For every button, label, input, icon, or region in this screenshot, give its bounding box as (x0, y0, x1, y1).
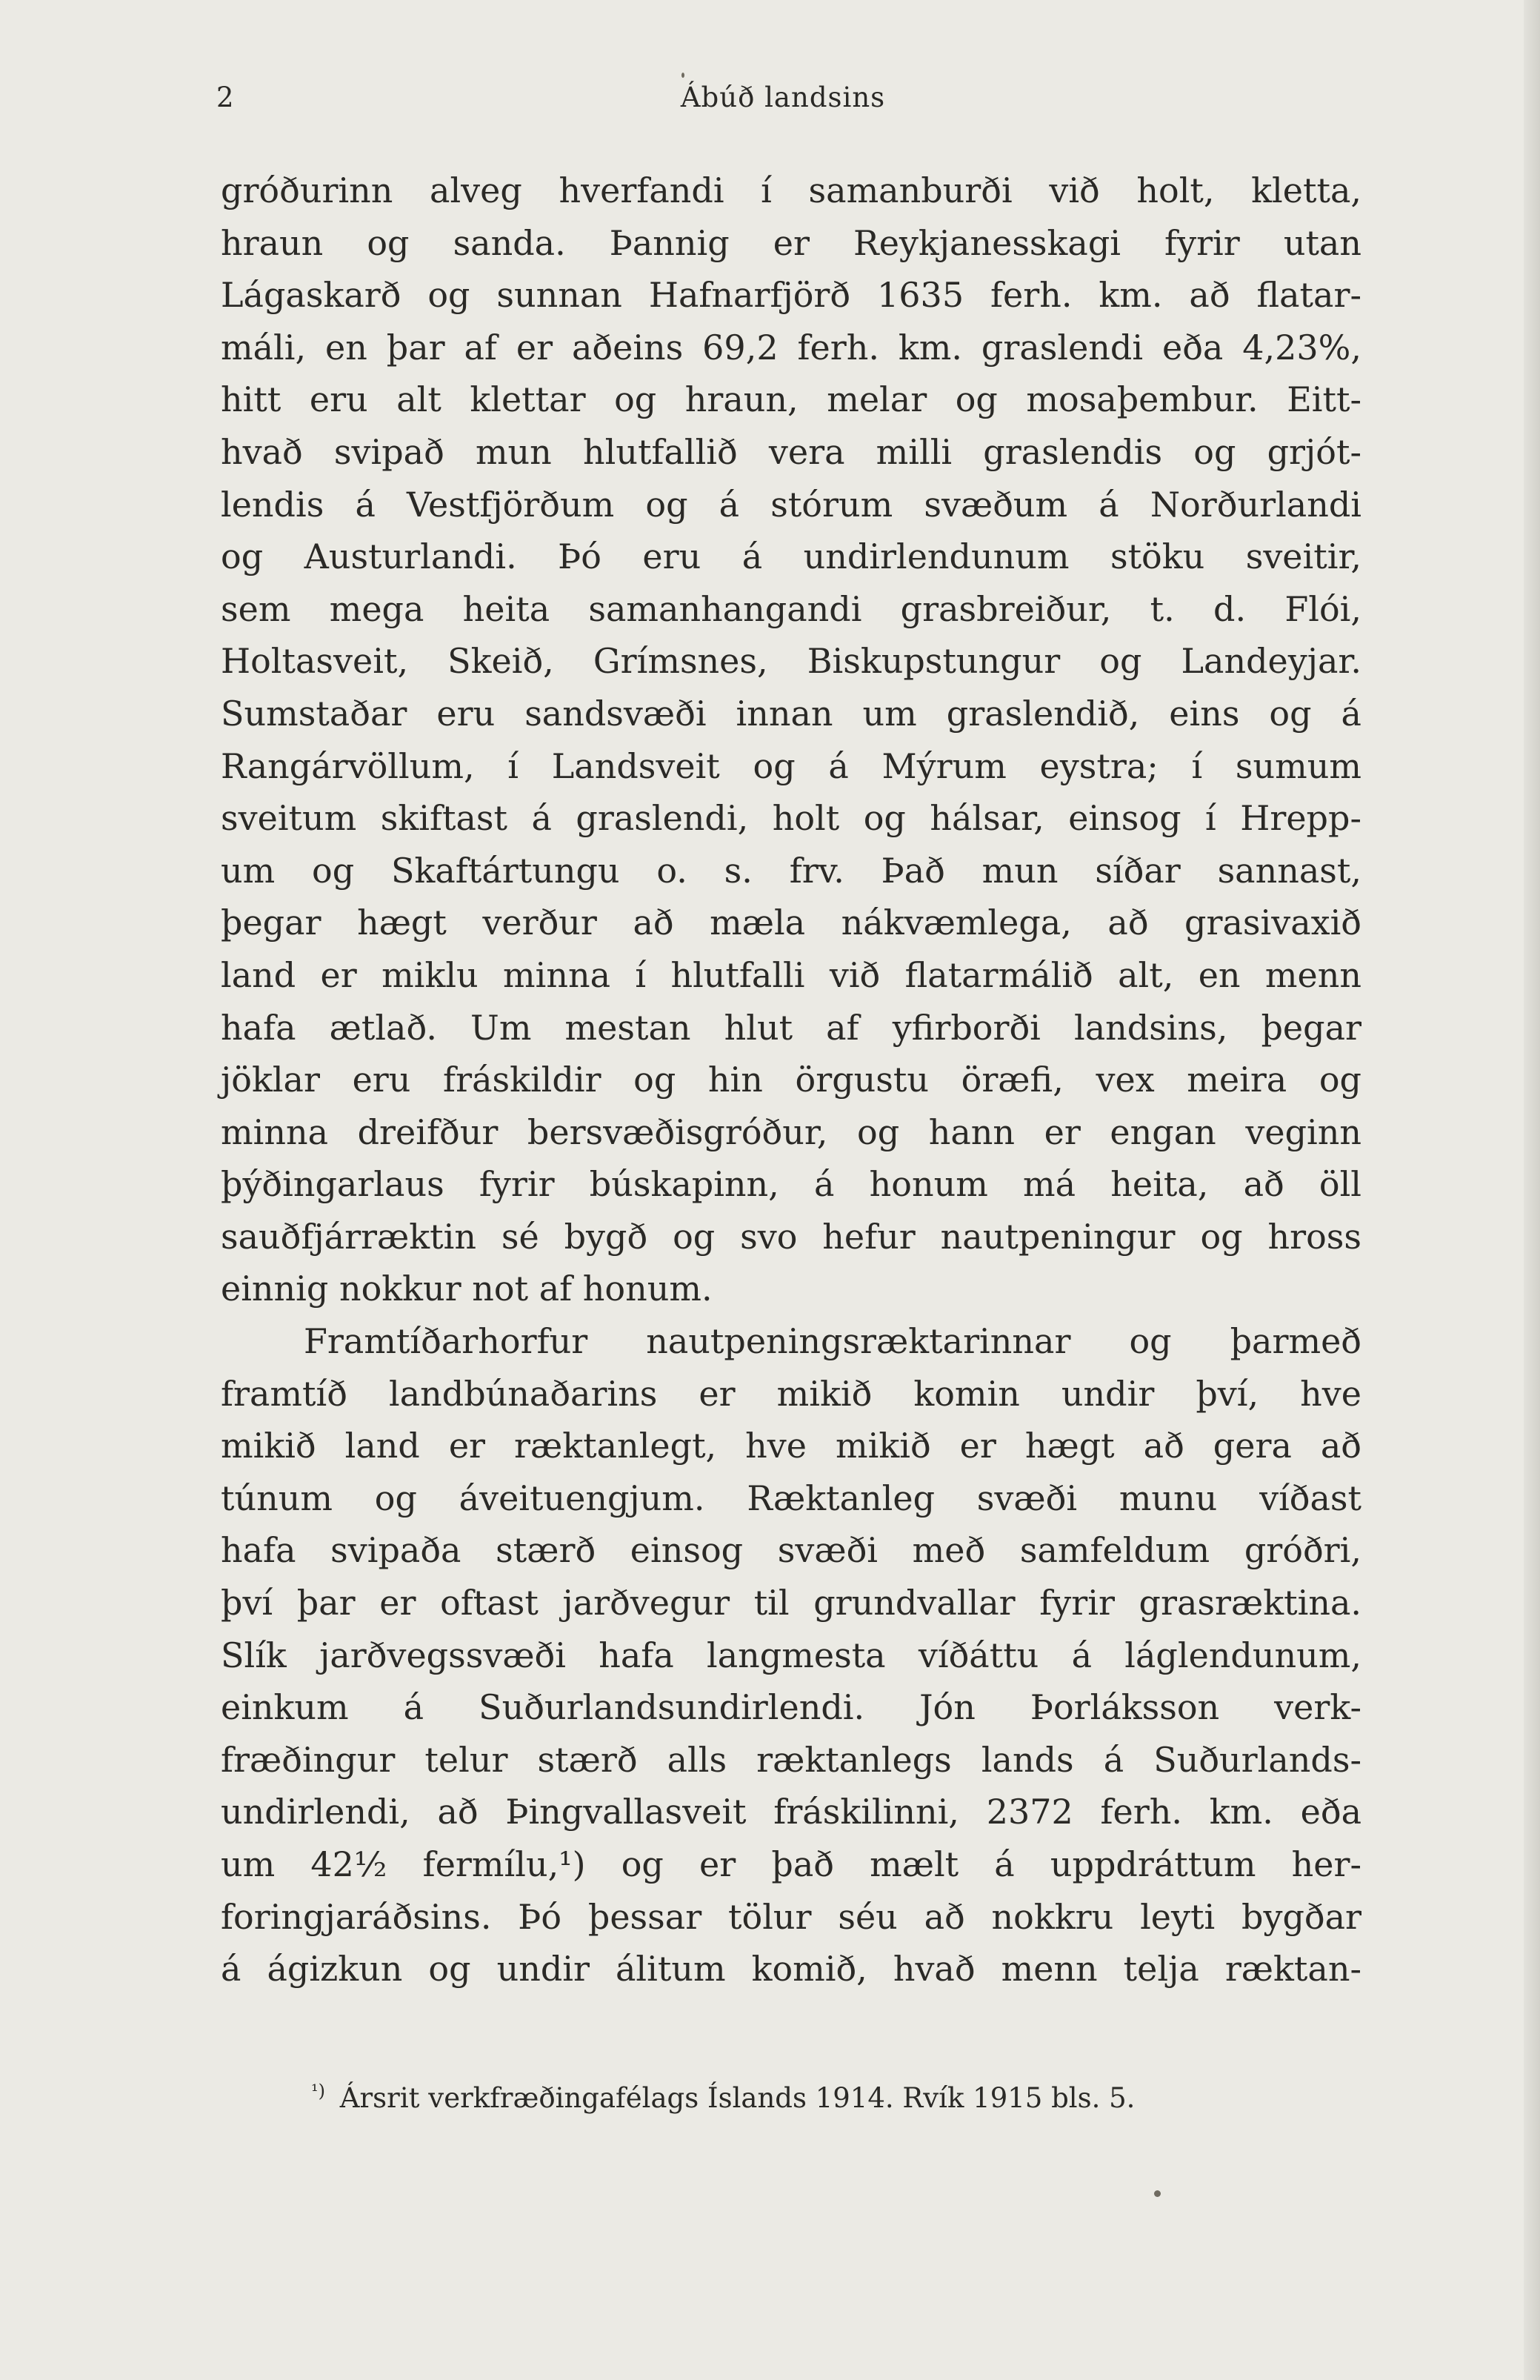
text-line: hafa svipaða stærð einsog svæði með samfeldum gróðri, (221, 1530, 1361, 1571)
text-line: máli, en þar af er aðeins 69,2 ferh. km. graslendi eða 4,23%, (221, 327, 1361, 368)
text-line: túnum og áveituengjum. Ræktanleg svæði munu víðast (221, 1477, 1361, 1518)
text-line: framtíð landbúnaðarins er mikið komin undir því, hve (221, 1373, 1361, 1414)
text-line: mikið land er ræktanlegt, hve mikið er hægt að gera að (221, 1426, 1361, 1466)
text-line: þýðingarlaus fyrir búskapinn, á honum má heita, að öll (221, 1164, 1361, 1205)
text-line: land er miklu minna í hlutfalli við flatarmálið alt, en menn (221, 954, 1361, 995)
text-line: einkum á Suðurlandsundirlendi. Jón Þorláksson verk- (221, 1687, 1361, 1728)
paper-speck (681, 73, 684, 78)
text-line: Lágaskarð og sunnan Hafnarfjörð 1635 ferh. km. að flatar- (221, 275, 1361, 316)
body-text (221, 164, 1361, 1995)
text-line: hitt eru alt klettar og hraun, melar og mosaþembur. Eitt- (221, 379, 1361, 420)
text-line: hvað svipað mun hlutfallið vera milli graslendis og grjót- (221, 431, 1361, 472)
text-line: gróðurinn alveg hverfandi í samanburði við holt, kletta, (221, 170, 1361, 210)
text-line: um 42½ fermílu,¹) og er það mælt á uppdráttum her- (221, 1844, 1361, 1884)
text-line: sveitum skiftast á graslendi, holt og hálsar, einsog í Hrepp- (221, 798, 1361, 839)
text-line: undirlendi, að Þingvallasveit fráskilinni, 2372 ferh. km. eða (221, 1792, 1361, 1832)
text-line: hafa ætlað. Um mestan hlut af yfirborði landsins, þegar (221, 1007, 1361, 1048)
footnote-mark: ¹) (311, 2081, 325, 2101)
text-line: jöklar eru fráskildir og hin örgustu öræfi, vex meira og (221, 1060, 1361, 1100)
paragraph-2 (221, 1315, 1361, 1995)
footnote (311, 2081, 1348, 2114)
text-line: Holtasveit, Skeið, Grímsnes, Biskupstungur og Landeyjar. (221, 641, 1361, 682)
text-line: Framtíðarhorfur nautpeningsræktarinnar og þarmeð (304, 1321, 1361, 1362)
text-line: því þar er oftast jarðvegur til grundvallar fyrir grasræktina. (221, 1583, 1361, 1623)
text-line: þegar hægt verður að mæla nákvæmlega, að grasivaxið (221, 903, 1361, 943)
text-line: sauðfjárræktin sé bygð og svo hefur nautpeningur og hross (221, 1216, 1361, 1257)
text-line: Sumstaðar eru sandsvæði innan um graslendið, eins og á (221, 693, 1361, 734)
text-line: á ágizkun og undir álitum komið, hvað menn telja ræktan- (221, 1949, 1361, 1990)
paper-speck (1154, 2190, 1161, 2197)
text-line: hraun og sanda. Þannig er Reykjanesskagi fyrir utan (221, 222, 1361, 263)
footnote-text: Ársrit verkfræðingafélags Íslands 1914. Rvík 1915 bls. 5. (339, 2082, 1136, 2114)
text-line: og Austurlandi. Þó eru á undirlendunum stöku sveitir, (221, 536, 1361, 577)
page-edge (1524, 0, 1540, 2380)
text-line: minna dreifður bersvæðisgróður, og hann er engan veginn (221, 1111, 1361, 1152)
page-number: 2 (216, 82, 234, 113)
page-header (216, 82, 1350, 126)
text-line: foringjaráðsins. Þó þessar tölur séu að nokkru leyti bygðar (221, 1896, 1361, 1937)
running-title: Ábúð landsins (680, 82, 886, 113)
text-line: einnig nokkur not af honum. (221, 1269, 713, 1309)
text-line: Slík jarðvegssvæði hafa langmesta víðáttu á láglendunum, (221, 1635, 1361, 1675)
text-line: fræðingur telur stærð alls ræktanlegs lands á Suðurlands- (221, 1739, 1361, 1780)
text-line: Rangárvöllum, í Landsveit og á Mýrum eystra; í sumum (221, 745, 1361, 786)
text-line: um og Skaftártungu o. s. frv. Það mun síðar sannast, (221, 850, 1361, 891)
text-line: sem mega heita samanhangandi grasbreiður, t. d. Flói, (221, 588, 1361, 629)
paragraph-1 (221, 164, 1361, 1315)
text-line: lendis á Vestfjörðum og á stórum svæðum á Norðurlandi (221, 484, 1361, 525)
